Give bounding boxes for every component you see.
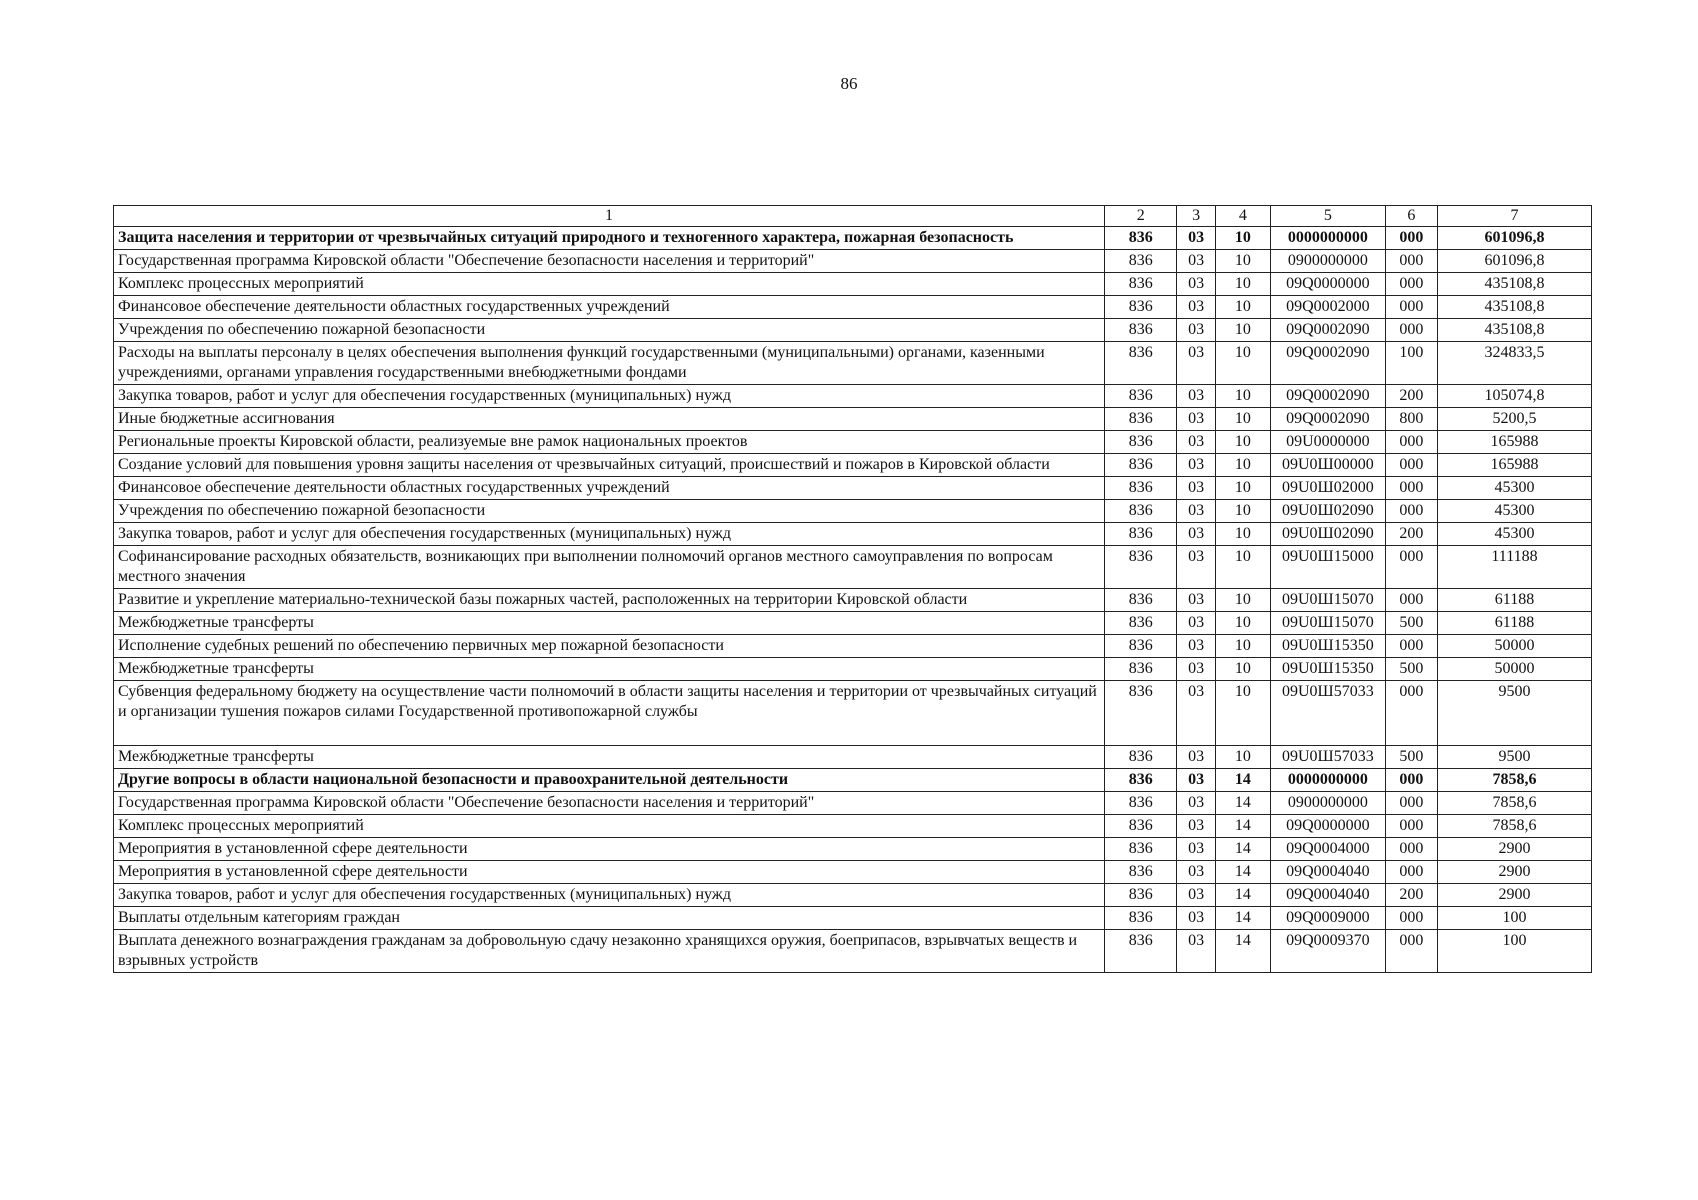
cell-amount: 9500 <box>1438 746 1592 769</box>
table-row <box>114 884 1592 907</box>
cell-code-2: 836 <box>1105 884 1177 907</box>
cell-code-5: 09U0Ш15070 <box>1271 612 1386 635</box>
row-name: Другие вопросы в области национальной безопасности и правоохранительной деятельности <box>114 769 1105 792</box>
table-row <box>114 930 1592 973</box>
cell-code-5: 09U0Ш57033 <box>1271 681 1386 746</box>
cell-code-4: 14 <box>1215 861 1270 884</box>
cell-code-2: 836 <box>1105 746 1177 769</box>
cell-code-4: 10 <box>1215 612 1270 635</box>
cell-code-3: 03 <box>1177 523 1215 546</box>
cell-code-4: 10 <box>1215 319 1270 342</box>
cell-code-5: 09U0Ш15350 <box>1271 635 1386 658</box>
table-row <box>114 250 1592 273</box>
table-row <box>114 746 1592 769</box>
row-name: Закупка товаров, работ и услуг для обеспечения государственных (муниципальных) нужд <box>114 884 1105 907</box>
cell-code-5: 0000000000 <box>1271 227 1386 250</box>
cell-code-4: 14 <box>1215 838 1270 861</box>
cell-code-6: 000 <box>1385 250 1437 273</box>
cell-code-3: 03 <box>1177 681 1215 746</box>
row-name: Финансовое обеспечение деятельности областных государственных учреждений <box>114 296 1105 319</box>
row-name: Мероприятия в установленной сфере деятельности <box>114 861 1105 884</box>
cell-code-2: 836 <box>1105 635 1177 658</box>
cell-code-6: 000 <box>1385 227 1437 250</box>
table-row <box>114 658 1592 681</box>
cell-code-2: 836 <box>1105 769 1177 792</box>
cell-amount: 7858,6 <box>1438 769 1592 792</box>
cell-code-3: 03 <box>1177 635 1215 658</box>
cell-code-6: 500 <box>1385 746 1437 769</box>
row-name: Мероприятия в установленной сфере деятельности <box>114 838 1105 861</box>
cell-code-5: 09Q0002090 <box>1271 319 1386 342</box>
cell-code-3: 03 <box>1177 769 1215 792</box>
table-row <box>114 227 1592 250</box>
row-name: Межбюджетные трансферты <box>114 612 1105 635</box>
column-header: 1 <box>114 206 1105 227</box>
cell-code-6: 000 <box>1385 273 1437 296</box>
row-name: Софинансирование расходных обязательств, возникающих при выполнении полномочий органов местного самоуправления по вопросам местного значения <box>114 546 1105 589</box>
cell-code-3: 03 <box>1177 612 1215 635</box>
cell-code-4: 10 <box>1215 431 1270 454</box>
column-header: 4 <box>1215 206 1270 227</box>
cell-code-3: 03 <box>1177 250 1215 273</box>
cell-amount: 45300 <box>1438 523 1592 546</box>
row-name: Исполнение судебных решений по обеспечению первичных мер пожарной безопасности <box>114 635 1105 658</box>
cell-code-6: 800 <box>1385 408 1437 431</box>
cell-code-3: 03 <box>1177 546 1215 589</box>
table-header <box>114 206 1592 227</box>
table-row <box>114 907 1592 930</box>
cell-code-2: 836 <box>1105 273 1177 296</box>
table-row <box>114 319 1592 342</box>
cell-code-6: 200 <box>1385 884 1437 907</box>
table-body <box>114 227 1592 973</box>
cell-amount: 601096,8 <box>1438 227 1592 250</box>
cell-code-5: 09Q0009000 <box>1271 907 1386 930</box>
table-row <box>114 681 1592 746</box>
cell-code-2: 836 <box>1105 296 1177 319</box>
cell-code-2: 836 <box>1105 589 1177 612</box>
cell-code-6: 200 <box>1385 385 1437 408</box>
cell-amount: 111188 <box>1438 546 1592 589</box>
table-row <box>114 815 1592 838</box>
cell-code-6: 000 <box>1385 861 1437 884</box>
cell-code-5: 09Q0002090 <box>1271 342 1386 385</box>
cell-amount: 100 <box>1438 930 1592 973</box>
cell-code-5: 09U0Ш02090 <box>1271 523 1386 546</box>
cell-code-2: 836 <box>1105 431 1177 454</box>
table-row <box>114 635 1592 658</box>
cell-code-5: 09U0Ш57033 <box>1271 746 1386 769</box>
cell-code-4: 14 <box>1215 815 1270 838</box>
cell-code-4: 14 <box>1215 930 1270 973</box>
row-name: Закупка товаров, работ и услуг для обеспечения государственных (муниципальных) нужд <box>114 385 1105 408</box>
cell-code-5: 0900000000 <box>1271 792 1386 815</box>
cell-code-3: 03 <box>1177 907 1215 930</box>
cell-code-4: 10 <box>1215 500 1270 523</box>
cell-amount: 105074,8 <box>1438 385 1592 408</box>
cell-code-5: 09Q0000000 <box>1271 815 1386 838</box>
cell-code-6: 000 <box>1385 681 1437 746</box>
cell-amount: 165988 <box>1438 431 1592 454</box>
cell-code-5: 09U0Ш02000 <box>1271 477 1386 500</box>
cell-code-5: 0000000000 <box>1271 769 1386 792</box>
cell-amount: 435108,8 <box>1438 296 1592 319</box>
cell-code-5: 09Q0004040 <box>1271 884 1386 907</box>
cell-code-6: 000 <box>1385 838 1437 861</box>
row-name: Развитие и укрепление материально-технической базы пожарных частей, расположенных на территории Кировской области <box>114 589 1105 612</box>
cell-amount: 50000 <box>1438 658 1592 681</box>
table-row <box>114 273 1592 296</box>
cell-code-3: 03 <box>1177 500 1215 523</box>
cell-code-3: 03 <box>1177 861 1215 884</box>
cell-code-4: 14 <box>1215 792 1270 815</box>
table-row <box>114 792 1592 815</box>
cell-code-3: 03 <box>1177 792 1215 815</box>
column-header: 6 <box>1385 206 1437 227</box>
row-name: Межбюджетные трансферты <box>114 746 1105 769</box>
table-row <box>114 477 1592 500</box>
table-row <box>114 589 1592 612</box>
cell-code-5: 09Q0002000 <box>1271 296 1386 319</box>
row-name: Иные бюджетные ассигнования <box>114 408 1105 431</box>
cell-code-3: 03 <box>1177 815 1215 838</box>
table-row <box>114 408 1592 431</box>
cell-code-2: 836 <box>1105 658 1177 681</box>
cell-code-3: 03 <box>1177 477 1215 500</box>
cell-code-6: 000 <box>1385 546 1437 589</box>
cell-code-4: 10 <box>1215 746 1270 769</box>
cell-code-6: 000 <box>1385 296 1437 319</box>
row-name: Защита населения и территории от чрезвычайных ситуаций природного и техногенного характера, пожарная безопасность <box>114 227 1105 250</box>
cell-code-4: 10 <box>1215 546 1270 589</box>
cell-code-3: 03 <box>1177 385 1215 408</box>
row-name: Выплата денежного вознаграждения гражданам за добровольную сдачу незаконно хранящихся оружия, боеприпасов, взрывчатых веществ и взрывных устройств <box>114 930 1105 973</box>
cell-code-4: 14 <box>1215 769 1270 792</box>
cell-code-2: 836 <box>1105 523 1177 546</box>
cell-code-2: 836 <box>1105 838 1177 861</box>
header-row <box>114 206 1592 227</box>
cell-code-3: 03 <box>1177 227 1215 250</box>
cell-code-6: 000 <box>1385 431 1437 454</box>
cell-code-2: 836 <box>1105 227 1177 250</box>
cell-code-4: 10 <box>1215 273 1270 296</box>
cell-code-6: 000 <box>1385 792 1437 815</box>
row-name: Закупка товаров, работ и услуг для обеспечения государственных (муниципальных) нужд <box>114 523 1105 546</box>
cell-code-6: 000 <box>1385 635 1437 658</box>
cell-code-3: 03 <box>1177 454 1215 477</box>
row-name: Выплаты отдельным категориям граждан <box>114 907 1105 930</box>
cell-code-5: 09Q0002090 <box>1271 385 1386 408</box>
cell-amount: 435108,8 <box>1438 319 1592 342</box>
table-row <box>114 296 1592 319</box>
cell-code-3: 03 <box>1177 930 1215 973</box>
cell-code-6: 000 <box>1385 477 1437 500</box>
column-header: 2 <box>1105 206 1177 227</box>
cell-code-6: 000 <box>1385 454 1437 477</box>
cell-code-4: 10 <box>1215 250 1270 273</box>
cell-code-3: 03 <box>1177 273 1215 296</box>
cell-code-5: 09Q0004040 <box>1271 861 1386 884</box>
cell-code-5: 09Q0000000 <box>1271 273 1386 296</box>
cell-code-2: 836 <box>1105 250 1177 273</box>
cell-code-4: 10 <box>1215 227 1270 250</box>
table-row <box>114 769 1592 792</box>
cell-code-6: 000 <box>1385 907 1437 930</box>
cell-code-4: 10 <box>1215 635 1270 658</box>
cell-code-5: 09U0Ш00000 <box>1271 454 1386 477</box>
cell-code-2: 836 <box>1105 861 1177 884</box>
cell-code-3: 03 <box>1177 408 1215 431</box>
table-row <box>114 385 1592 408</box>
cell-amount: 50000 <box>1438 635 1592 658</box>
budget-table <box>113 205 1592 973</box>
cell-amount: 45300 <box>1438 500 1592 523</box>
cell-code-4: 10 <box>1215 477 1270 500</box>
row-name: Расходы на выплаты персоналу в целях обеспечения выполнения функций государственными (муниципальными) органами, казенными учреждениями, органами управления государственными внебюджетными фондами <box>114 342 1105 385</box>
cell-code-2: 836 <box>1105 907 1177 930</box>
cell-amount: 100 <box>1438 907 1592 930</box>
cell-code-5: 09Q0009370 <box>1271 930 1386 973</box>
cell-code-5: 09U0000000 <box>1271 431 1386 454</box>
cell-code-6: 100 <box>1385 342 1437 385</box>
cell-amount: 5200,5 <box>1438 408 1592 431</box>
cell-amount: 2900 <box>1438 838 1592 861</box>
cell-code-4: 10 <box>1215 408 1270 431</box>
cell-amount: 165988 <box>1438 454 1592 477</box>
table-row <box>114 500 1592 523</box>
cell-code-6: 500 <box>1385 658 1437 681</box>
cell-code-2: 836 <box>1105 500 1177 523</box>
cell-amount: 2900 <box>1438 861 1592 884</box>
cell-code-4: 10 <box>1215 385 1270 408</box>
cell-code-5: 09Q0004000 <box>1271 838 1386 861</box>
cell-code-2: 836 <box>1105 319 1177 342</box>
table-row <box>114 431 1592 454</box>
cell-code-4: 14 <box>1215 907 1270 930</box>
cell-code-3: 03 <box>1177 296 1215 319</box>
cell-code-2: 836 <box>1105 408 1177 431</box>
row-name: Региональные проекты Кировской области, реализуемые вне рамок национальных проектов <box>114 431 1105 454</box>
table-row <box>114 523 1592 546</box>
cell-code-5: 09U0Ш15000 <box>1271 546 1386 589</box>
cell-amount: 435108,8 <box>1438 273 1592 296</box>
cell-code-4: 10 <box>1215 454 1270 477</box>
table-row <box>114 612 1592 635</box>
cell-code-4: 10 <box>1215 523 1270 546</box>
cell-code-6: 000 <box>1385 500 1437 523</box>
table-row <box>114 342 1592 385</box>
row-name: Комплекс процессных мероприятий <box>114 815 1105 838</box>
cell-code-2: 836 <box>1105 792 1177 815</box>
cell-amount: 7858,6 <box>1438 815 1592 838</box>
cell-code-2: 836 <box>1105 342 1177 385</box>
table-row <box>114 454 1592 477</box>
cell-code-3: 03 <box>1177 746 1215 769</box>
cell-code-6: 500 <box>1385 612 1437 635</box>
cell-code-3: 03 <box>1177 658 1215 681</box>
cell-code-4: 10 <box>1215 296 1270 319</box>
cell-code-4: 10 <box>1215 342 1270 385</box>
cell-code-5: 09Q0002090 <box>1271 408 1386 431</box>
cell-code-3: 03 <box>1177 319 1215 342</box>
cell-code-3: 03 <box>1177 838 1215 861</box>
row-name: Учреждения по обеспечению пожарной безопасности <box>114 319 1105 342</box>
cell-code-2: 836 <box>1105 546 1177 589</box>
cell-code-3: 03 <box>1177 431 1215 454</box>
column-header: 3 <box>1177 206 1215 227</box>
cell-code-4: 10 <box>1215 681 1270 746</box>
cell-code-2: 836 <box>1105 930 1177 973</box>
row-name: Создание условий для повышения уровня защиты населения от чрезвычайных ситуаций, происшествий и пожаров в Кировской области <box>114 454 1105 477</box>
cell-amount: 61188 <box>1438 589 1592 612</box>
cell-code-5: 0900000000 <box>1271 250 1386 273</box>
cell-code-6: 200 <box>1385 523 1437 546</box>
row-name: Государственная программа Кировской области "Обеспечение безопасности населения и территорий" <box>114 250 1105 273</box>
cell-code-3: 03 <box>1177 342 1215 385</box>
cell-amount: 7858,6 <box>1438 792 1592 815</box>
table-row <box>114 546 1592 589</box>
cell-amount: 2900 <box>1438 884 1592 907</box>
row-name: Государственная программа Кировской области "Обеспечение безопасности населения и территорий" <box>114 792 1105 815</box>
cell-code-3: 03 <box>1177 884 1215 907</box>
cell-code-3: 03 <box>1177 589 1215 612</box>
cell-code-2: 836 <box>1105 477 1177 500</box>
cell-amount: 324833,5 <box>1438 342 1592 385</box>
cell-code-5: 09U0Ш02090 <box>1271 500 1386 523</box>
cell-code-6: 000 <box>1385 319 1437 342</box>
column-header: 5 <box>1271 206 1386 227</box>
cell-code-6: 000 <box>1385 930 1437 973</box>
table-row <box>114 861 1592 884</box>
cell-code-2: 836 <box>1105 454 1177 477</box>
row-name: Межбюджетные трансферты <box>114 658 1105 681</box>
cell-amount: 61188 <box>1438 612 1592 635</box>
column-header: 7 <box>1438 206 1592 227</box>
cell-code-4: 14 <box>1215 884 1270 907</box>
row-name: Учреждения по обеспечению пожарной безопасности <box>114 500 1105 523</box>
page-number: 86 <box>840 74 858 93</box>
cell-amount: 9500 <box>1438 681 1592 746</box>
cell-code-6: 000 <box>1385 769 1437 792</box>
row-name: Комплекс процессных мероприятий <box>114 273 1105 296</box>
cell-amount: 45300 <box>1438 477 1592 500</box>
cell-code-2: 836 <box>1105 681 1177 746</box>
row-name: Субвенция федеральному бюджету на осуществление части полномочий в области защиты населения и территории от чрезвычайных ситуаций и организации тушения пожаров силами Государственной противопожарной службы <box>114 681 1105 746</box>
row-name: Финансовое обеспечение деятельности областных государственных учреждений <box>114 477 1105 500</box>
cell-code-6: 000 <box>1385 815 1437 838</box>
cell-code-4: 10 <box>1215 658 1270 681</box>
cell-code-2: 836 <box>1105 612 1177 635</box>
cell-code-5: 09U0Ш15350 <box>1271 658 1386 681</box>
cell-code-2: 836 <box>1105 385 1177 408</box>
table-row <box>114 838 1592 861</box>
cell-code-4: 10 <box>1215 589 1270 612</box>
cell-code-2: 836 <box>1105 815 1177 838</box>
cell-code-6: 000 <box>1385 589 1437 612</box>
cell-code-5: 09U0Ш15070 <box>1271 589 1386 612</box>
cell-amount: 601096,8 <box>1438 250 1592 273</box>
